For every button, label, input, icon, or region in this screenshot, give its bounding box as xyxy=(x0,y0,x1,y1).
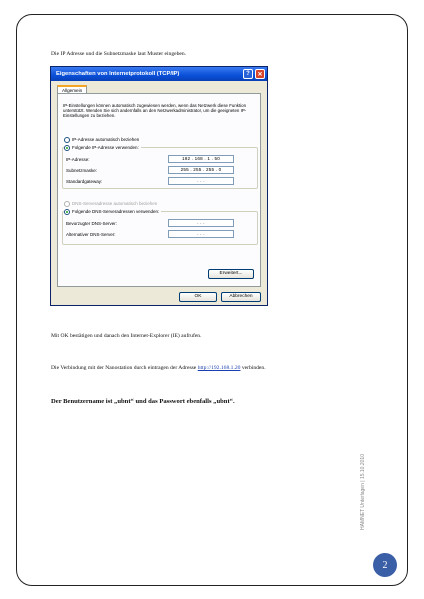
advanced-button[interactable]: Erweitert... xyxy=(208,269,254,279)
ip-manual-radio[interactable] xyxy=(64,145,141,151)
dns-auto-radio[interactable] xyxy=(64,201,157,207)
ok-button[interactable]: OK xyxy=(179,292,217,302)
page-number-badge: 2 xyxy=(373,553,397,577)
dialog-title: Eigenschaften von Internetprotokoll (TCP/IP) xyxy=(56,71,180,77)
dns-alternate-field[interactable]: . . . xyxy=(168,230,234,238)
dns-group xyxy=(62,211,258,245)
dns-preferred-field[interactable]: . . . xyxy=(168,219,234,227)
radio-on-icon xyxy=(64,209,70,215)
ip-address-label: IP-Adresse: xyxy=(66,157,90,162)
radio-disabled-icon xyxy=(64,201,70,207)
dns-preferred-label: Bevorzugter DNS-Server: xyxy=(66,221,118,226)
close-button[interactable]: ✕ xyxy=(255,69,265,79)
ip-auto-label: IP-Adresse automatisch beziehen xyxy=(72,137,140,143)
radio-off-icon xyxy=(64,137,70,143)
gateway-label: Standardgateway: xyxy=(66,179,103,184)
description-text: IP-Einstellungen können automatisch zugewiesen werden, wenn das Netzwerk diese Funktion unterstützt. Wenden Sie sich andernfalls an den Netzwerkadministrator, um die geeigneten IP-Einstellungen zu beziehen. xyxy=(63,103,247,119)
help-button[interactable]: ? xyxy=(243,69,253,79)
dns-alternate-label: Alternativer DNS-Server: xyxy=(66,232,116,237)
nanostation-link[interactable]: http://192.168.1.20 xyxy=(197,365,241,371)
subnet-mask-label: Subnetzmaske: xyxy=(66,168,98,173)
dns-auto-label: DNS-Serveradresse automatisch beziehen xyxy=(72,201,158,207)
side-label: HAMNET Unterlagen | 15.10.2010 xyxy=(360,454,366,530)
dns-manual-radio[interactable] xyxy=(64,209,161,215)
dialog-titlebar xyxy=(51,67,267,81)
credentials-paragraph: Der Benutzername ist „ubnt“ und das Passwort ebenfalls „ubnt“. xyxy=(51,398,235,405)
gateway-field[interactable]: . . . xyxy=(168,177,234,185)
dns-manual-label: Folgende DNS-Serveradressen verwenden: xyxy=(72,209,160,215)
intro-paragraph: Die IP Adresse und die Subnetzmaske laut Muster eingeben. xyxy=(51,51,187,57)
tcpip-properties-dialog xyxy=(50,66,268,306)
cancel-button[interactable]: Abbrechen xyxy=(221,292,261,302)
connect-text-before: Die Verbindung mit der Nanostation durch eintragen der Adresse xyxy=(51,365,198,371)
subnet-mask-field[interactable]: 255 . 255 . 255 . 0 xyxy=(168,166,234,174)
ip-address-field[interactable]: 192 . 168 . 1 . 50 xyxy=(168,155,234,163)
general-panel xyxy=(57,93,261,287)
ip-manual-label: Folgende IP-Adresse verwenden: xyxy=(72,145,139,151)
radio-on-icon xyxy=(64,145,70,151)
tab-allgemein[interactable]: Allgemein xyxy=(57,85,87,95)
ip-auto-radio[interactable] xyxy=(64,137,139,143)
ok-paragraph: Mit OK bestätigen und danach den Internet-Explorer (IE) aufrufen. xyxy=(51,333,202,339)
connect-text-after: verbinden. xyxy=(240,365,266,371)
connect-paragraph xyxy=(51,365,266,371)
